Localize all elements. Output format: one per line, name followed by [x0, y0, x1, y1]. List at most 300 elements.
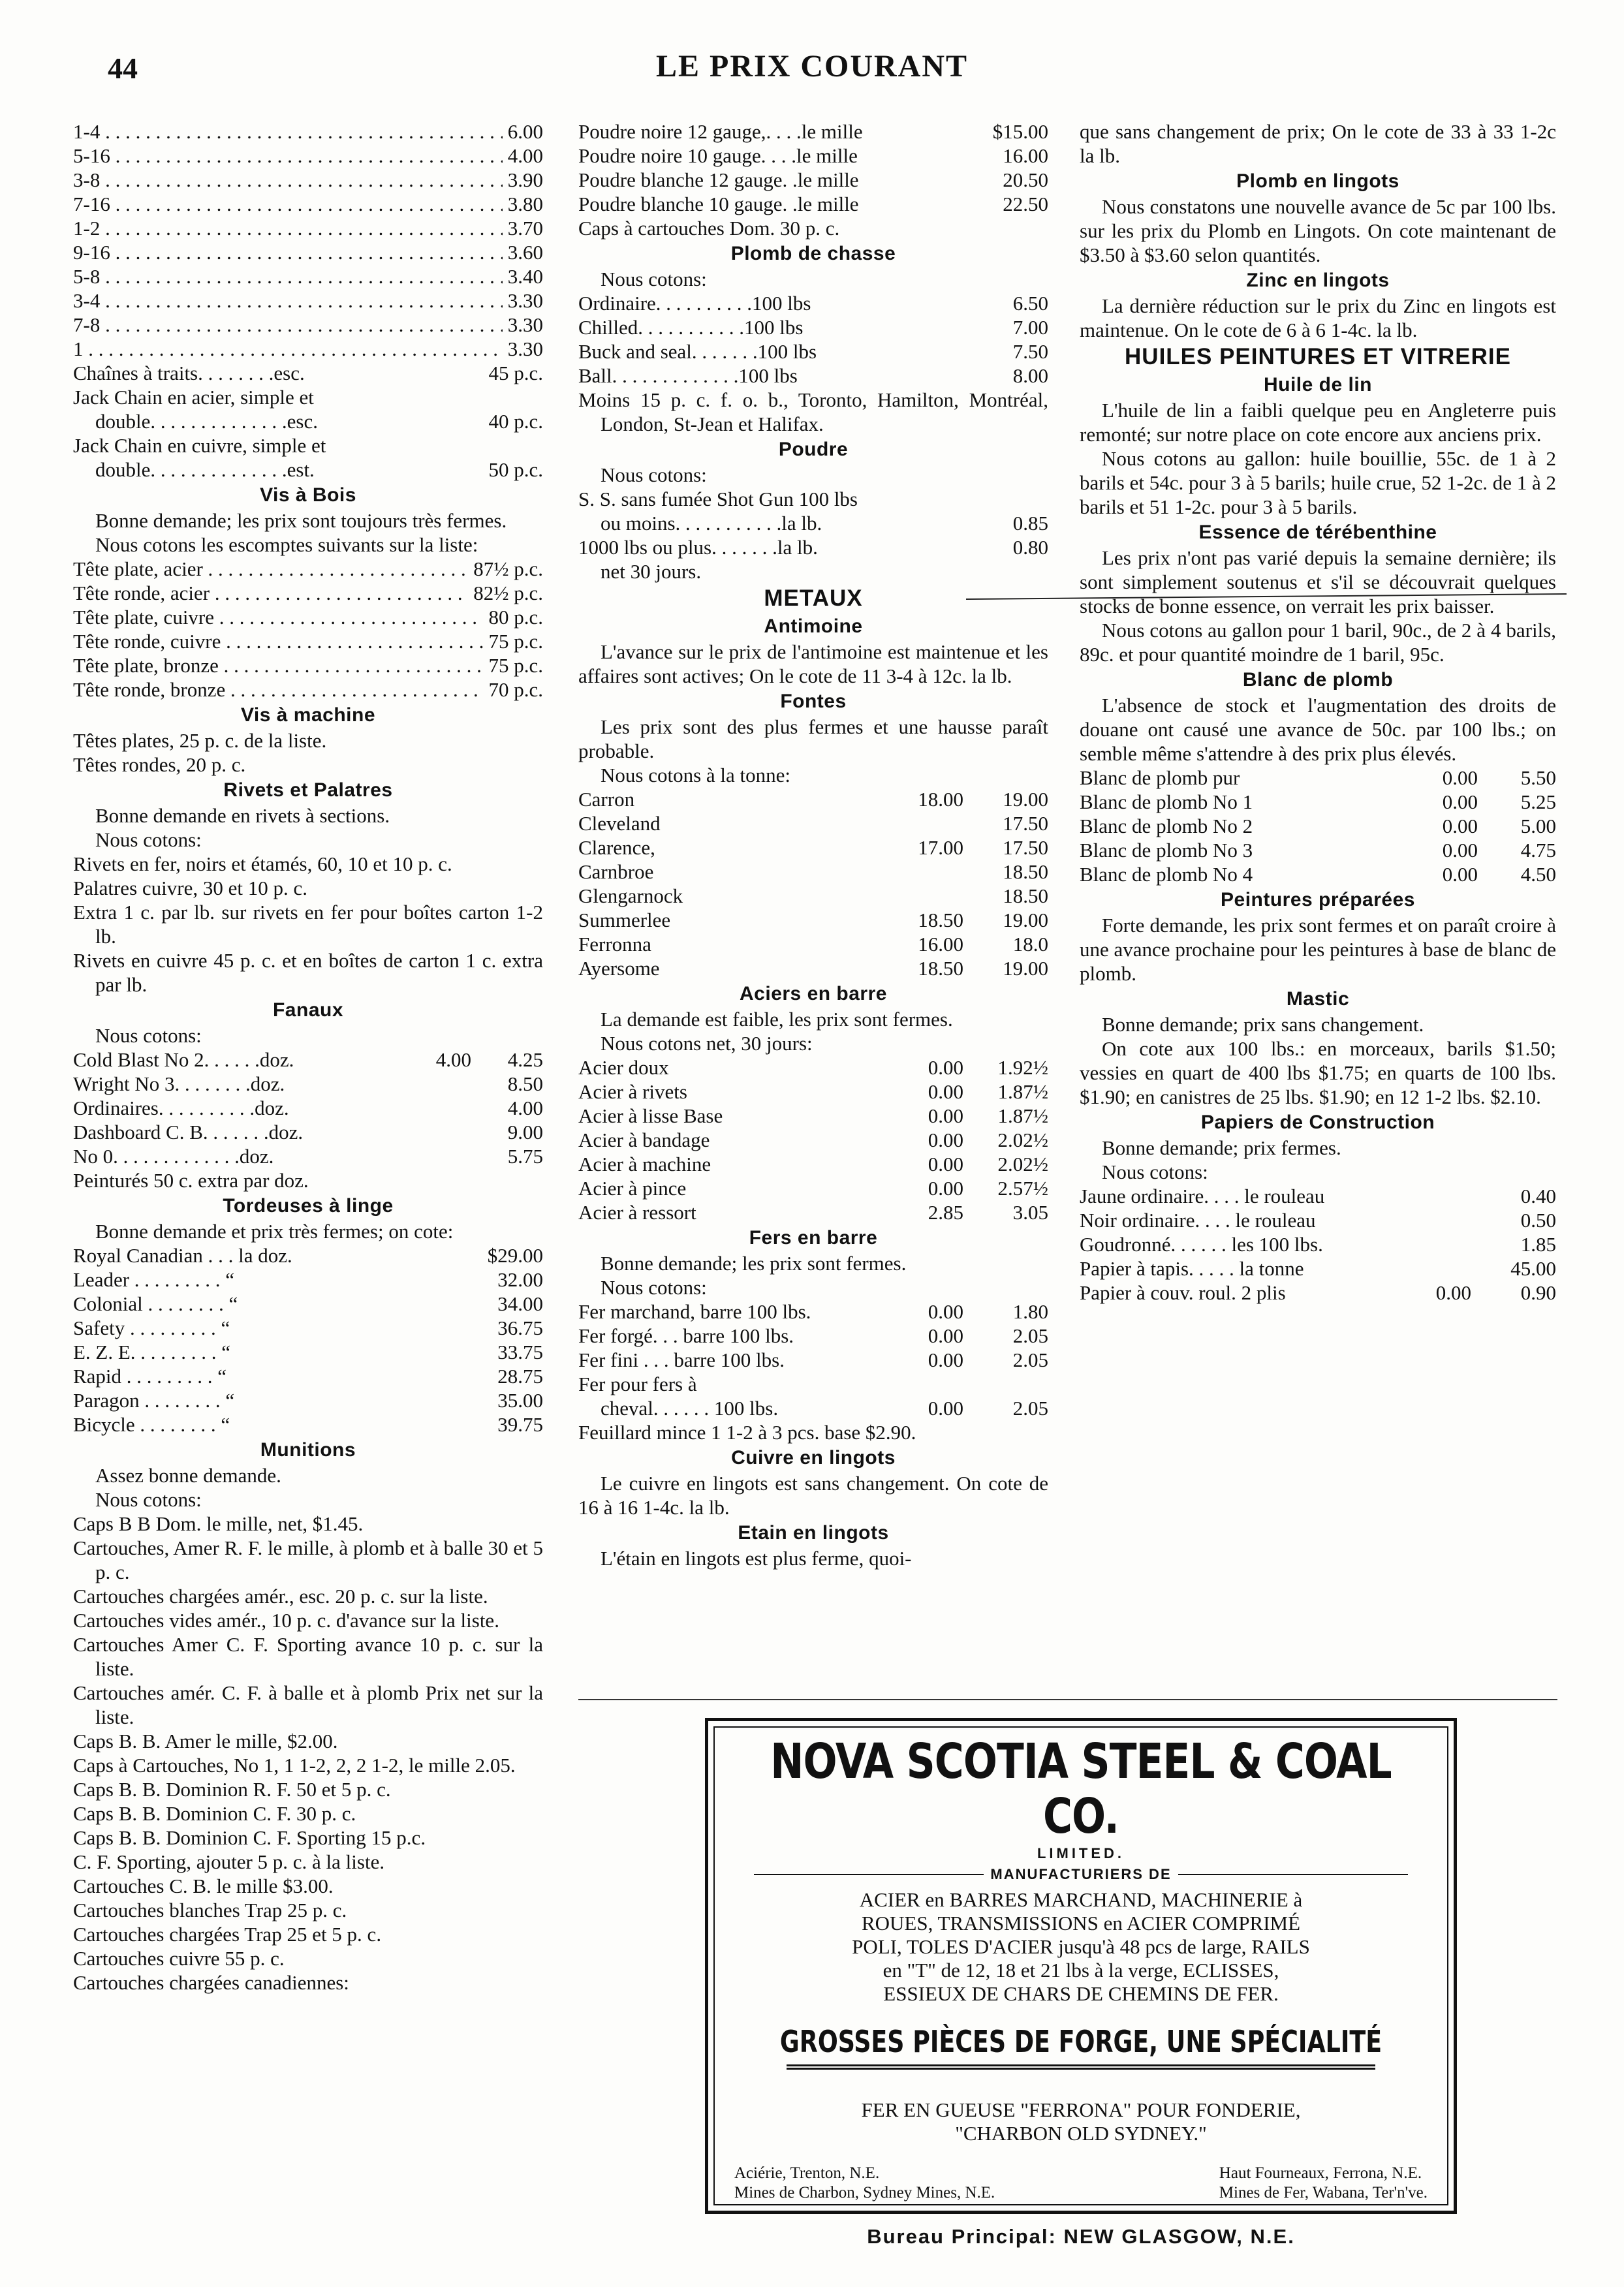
fanaux-row-value-b: 9.00	[507, 1121, 543, 1144]
poudre-row-label: Poudre noire 10 gauge. . . .le mille	[578, 144, 858, 167]
ad-product-line: ESSIEUX DE CHARS DE CHEMINS DE FER.	[883, 1982, 1279, 2005]
papiers-row	[1080, 1232, 1556, 1256]
section-title-huiles: HUILES PEINTURES ET VITRERIE	[1125, 344, 1511, 369]
rivets-item: Palatres cuivre, 30 et 10 p. c.	[73, 877, 307, 899]
fontes-row-value-a: 18.00	[918, 788, 963, 811]
plomb-chasse-row	[578, 339, 1048, 364]
size-row	[73, 119, 543, 144]
section-title-fers: Fers en barre	[749, 1227, 878, 1249]
fanaux-row	[73, 1120, 543, 1144]
munitions-item: Cartouches chargées Trap 25 et 5 p. c.	[73, 1923, 382, 1946]
mastic-text: Bonne demande; prix sans changement.	[1102, 1013, 1424, 1036]
aciers-row-value-b: 2.57½	[997, 1177, 1048, 1200]
tordeuses-row	[73, 1364, 543, 1388]
aciers-row-value-b: 1.87½	[997, 1080, 1048, 1103]
blanc-plomb-row-label: Blanc de plomb pur	[1080, 766, 1240, 789]
size-row-value: 3.80	[507, 193, 543, 215]
aciers-row-value-b: 2.02½	[997, 1153, 1048, 1175]
aciers-row-value-b: 3.05	[1012, 1201, 1048, 1224]
blanc-plomb-row	[1080, 838, 1556, 862]
aciers-row-value-a: 0.00	[928, 1080, 963, 1103]
tordeuses-row-label: Colonial . . . . . . . . “	[73, 1292, 238, 1315]
size-row	[73, 144, 543, 168]
fanaux-row	[73, 1048, 543, 1072]
fontes-row-value-a: 16.00	[918, 933, 963, 956]
section-title-mastic: Mastic	[1286, 988, 1350, 1010]
tordeuses-row-value: 32.00	[497, 1268, 543, 1291]
tordeuses-row-value: 39.75	[497, 1413, 543, 1436]
fontes-row-value-b: 18.0	[1012, 933, 1048, 956]
plomb-chasse-row-label: Chilled. . . . . . . . . . .100 lbs	[578, 316, 804, 339]
section-title-etain: Etain en lingots	[738, 1522, 889, 1544]
aciers-row	[578, 1104, 1048, 1128]
antimoine-text: L'avance sur le prix de l'antimoine est maintenue et les affaires sont actives; On le cote de 11 3-4 à 12c. la lb.	[578, 640, 1048, 687]
section-title-rivets: Rivets et Palatres	[223, 779, 393, 801]
section-title-metaux: METAUX	[764, 585, 863, 611]
chain-row	[73, 458, 543, 482]
chain-row	[73, 409, 543, 433]
plomb-chasse-row-value: 7.50	[1012, 340, 1048, 363]
fontes-row-label: Ayersome	[578, 957, 660, 980]
fanaux-row	[73, 1096, 543, 1120]
fanaux-row-value-a	[413, 1144, 471, 1168]
munitions-item: Caps à Cartouches, No 1, 1 1-2, 2, 2 1-2, le mille 2.05.	[73, 1754, 516, 1777]
papiers-row-value-b: 0.50	[1520, 1209, 1556, 1232]
aciers-row-label: Acier à rivets	[578, 1080, 687, 1103]
vis-machine-item: Têtes plates, 25 p. c. de la liste.	[73, 729, 327, 752]
vis-bois-row	[73, 629, 543, 653]
munitions-item: Cartouches, Amer R. F. le mille, à plomb et à balle 30 et 5 p. c.	[73, 1536, 543, 1583]
fanaux-row	[73, 1144, 543, 1168]
poudre-row-label: Poudre blanche 12 gauge. .le mille	[578, 168, 859, 191]
size-row-value: 4.00	[507, 144, 543, 167]
munitions-item: Caps B B Dom. le mille, net, $1.45.	[73, 1512, 364, 1535]
size-row-label: 3-4 . . .	[73, 288, 503, 313]
poudre-row	[578, 192, 1048, 216]
aciers-row-value-a: 0.00	[928, 1177, 963, 1200]
tordeuses-row-value: 28.75	[497, 1365, 543, 1388]
fanaux-row-value-b: 4.25	[507, 1048, 543, 1071]
vis-bois-row-value: 75 p.c.	[488, 654, 543, 677]
ad-location: Mines de Charbon, Sydney Mines, N.E.	[734, 2184, 995, 2201]
size-row	[73, 288, 543, 313]
fanaux-row-value-a	[413, 1120, 471, 1144]
blanc-plomb-row-value-b: 4.75	[1520, 839, 1556, 862]
plomb-chasse-row	[578, 291, 1048, 315]
column-3	[1080, 119, 1556, 1305]
plomb-chasse-row	[578, 364, 1048, 388]
tordeuses-row	[73, 1388, 543, 1412]
vis-bois-row-label: Tête ronde, acier . . .	[73, 581, 468, 605]
papiers-text: Bonne demande; prix fermes.	[1102, 1136, 1341, 1159]
size-row-value: 3.40	[507, 265, 543, 288]
papiers-row-label: Papier à tapis. . . . . la tonne	[1080, 1257, 1304, 1280]
fontes-row-value-a: 18.50	[918, 957, 963, 980]
vis-bois-row-label: Tête plate, cuivre . . .	[73, 605, 483, 629]
vis-bois-row	[73, 653, 543, 677]
poudre-price-row	[578, 535, 1048, 559]
section-title-fontes: Fontes	[780, 691, 847, 712]
huile-lin-text: L'huile de lin a faibli quelque peu en Angleterre puis remonté; sur notre place on cote encore aux anciens prix.	[1080, 399, 1556, 446]
vis-bois-row-value: 87½ p.c.	[473, 557, 543, 580]
tordeuses-row	[73, 1316, 543, 1340]
section-title-cuivre: Cuivre en lingots	[731, 1447, 896, 1469]
fontes-text: Nous cotons à la tonne:	[601, 764, 791, 786]
blanc-plomb-row-value-a: 0.00	[1442, 863, 1478, 886]
poudre-price-row-label: 1000 lbs ou plus. . . . . . .la lb.	[578, 536, 818, 559]
aciers-row	[578, 1152, 1048, 1176]
fontes-row-label: Carnbroe	[578, 860, 654, 883]
papiers-row-label: Jaune ordinaire. . . . le rouleau	[1080, 1185, 1325, 1207]
chain-row-value: 40 p.c.	[488, 410, 543, 433]
size-row	[73, 313, 543, 337]
fontes-row-label: Glengarnock	[578, 884, 683, 907]
peintures-text: Forte demande, les prix sont fermes et on paraît croire à une avance prochaine pour les peintures à base de blanc de plomb.	[1080, 914, 1556, 985]
fontes-text: Les prix sont des plus fermes et une hausse paraît probable.	[578, 715, 1048, 762]
plomb-chasse-text: Nous cotons:	[601, 268, 707, 290]
section-title-huile-lin: Huile de lin	[1263, 374, 1373, 396]
fanaux-row-label: Cold Blast No 2. . . . . .doz.	[73, 1048, 294, 1071]
plomb-lingots-text: Nous constatons une nouvelle avance de 5c par 100 lbs. sur les prix du Plomb en Lingots. On cote maintenant de $3.50 à $3.60 selon quantités.	[1080, 195, 1556, 266]
papiers-row	[1080, 1281, 1556, 1305]
aciers-text: Nous cotons net, 30 jours:	[601, 1032, 813, 1055]
size-row-value: 3.30	[507, 289, 543, 312]
aciers-row-value-b: 1.92½	[997, 1056, 1048, 1079]
section-title-munitions: Munitions	[260, 1439, 356, 1461]
munitions-item: Cartouches chargées canadiennes:	[73, 1971, 349, 1994]
vis-bois-text: Bonne demande; les prix sont toujours très fermes.	[95, 509, 507, 532]
tordeuses-row-value: 34.00	[497, 1292, 543, 1315]
fers-text: Nous cotons:	[601, 1276, 707, 1299]
poudre-row-value: 22.50	[1003, 193, 1048, 215]
aciers-row-label: Acier à machine	[578, 1153, 711, 1175]
plomb-chasse-row-value: 6.50	[1012, 292, 1048, 315]
size-row	[73, 192, 543, 216]
poudre-item: S. S. sans fumée Shot Gun 100 lbs	[578, 488, 858, 510]
tordeuses-row-label: E. Z. E. . . . . . . . . “	[73, 1341, 231, 1363]
plomb-chasse-row	[578, 315, 1048, 339]
blanc-plomb-row-value-a: 0.00	[1442, 839, 1478, 862]
ad-product-line: en "T" de 12, 18 et 21 lbs à la verge, ECLISSES,	[882, 1959, 1279, 1982]
ad-limited: LIMITED.	[1037, 1845, 1125, 1861]
fers-row-value-a: 0.00	[928, 1348, 963, 1371]
section-title-plomb-lingots: Plomb en lingots	[1236, 170, 1399, 192]
fers-cheval-row	[578, 1396, 1048, 1420]
munitions-item: Caps B. B. Amer le mille, $2.00.	[73, 1730, 338, 1752]
fontes-row-value-a	[885, 860, 963, 884]
ad-head-office: Bureau Principal: NEW GLASGOW, N.E.	[867, 2225, 1295, 2248]
vis-bois-row	[73, 677, 543, 702]
tordeuses-row-value: 33.75	[497, 1341, 543, 1363]
plomb-chasse-row-value: 8.00	[1012, 364, 1048, 387]
ad-manufacturers-text: MANUFACTURIERS DE	[990, 1866, 1172, 1882]
vis-bois-row-label: Tête plate, bronze . . .	[73, 653, 483, 677]
terebenthine-text: Les prix n'ont pas varié depuis la semaine dernière; ils sont simplement soutenus et s'il se découvrait quelques stocks de bonne essence, on verrait les prix baisser.	[1080, 546, 1556, 617]
munitions-item: Cartouches blanches Trap 25 p. c.	[73, 1899, 347, 1921]
ad-product-line: ACIER en BARRES MARCHAND, MACHINERIE à	[859, 1888, 1303, 1911]
fontes-row-value-b: 17.50	[1003, 812, 1048, 835]
tordeuses-row-value: 35.00	[497, 1389, 543, 1412]
column-2	[578, 119, 1048, 1570]
section-title-fanaux: Fanaux	[272, 999, 344, 1021]
aciers-row-value-a: 0.00	[928, 1128, 963, 1151]
chain-row	[73, 361, 543, 385]
chain-row-label: double. . . . . . . . . . . . . .est.	[95, 458, 315, 481]
fontes-row	[578, 956, 1048, 980]
munitions-item: Cartouches vides amér., 10 p. c. d'avance sur la liste.	[73, 1609, 499, 1632]
ad-company-name: NOVA SCOTIA STEEL & COAL CO.	[770, 1734, 1392, 1844]
vis-bois-row-label: Tête plate, acier . . .	[73, 557, 468, 581]
poudre-row	[578, 119, 1048, 144]
blanc-plomb-row-value-b: 5.50	[1520, 766, 1556, 789]
aciers-row-value-a: 0.00	[928, 1056, 963, 1079]
size-row-value: 3.30	[507, 337, 543, 360]
blanc-plomb-row-value-a: 0.00	[1442, 815, 1478, 837]
feuillard: Feuillard mince 1 1-2 à 3 pcs. base $2.90.	[578, 1421, 916, 1444]
poudre-row-value: 16.00	[1003, 144, 1048, 167]
papiers-row-value-a	[1413, 1208, 1471, 1232]
column-1	[73, 119, 543, 1995]
ad-separator-rule	[578, 1699, 1557, 1700]
fontes-row-value-a: 18.50	[918, 909, 963, 931]
size-row-label: 5-8 . . .	[73, 264, 503, 288]
fontes-row	[578, 932, 1048, 956]
vis-bois-row	[73, 557, 543, 581]
fers-row-value-b: 2.05	[1012, 1324, 1048, 1347]
papiers-text: Nous cotons:	[1102, 1160, 1208, 1183]
fontes-row-value-b: 18.50	[1003, 884, 1048, 907]
size-row-label: 1-2 . . .	[73, 216, 503, 240]
rivets-item: Extra 1 c. par lb. sur rivets en fer pour boîtes carton 1-2 lb.	[73, 901, 543, 948]
chain-item: Jack Chain en acier, simple et	[73, 386, 314, 409]
fers-row-value-b: 2.05	[1012, 1348, 1048, 1371]
fers-cheval-label: cheval. . . . . . 100 lbs.	[601, 1397, 779, 1420]
fontes-row	[578, 884, 1048, 908]
poudre-price-row-value: 0.80	[1012, 536, 1048, 559]
vis-bois-row-label: Tête ronde, bronze . . .	[73, 677, 483, 702]
fanaux-row-value-a: 4.00	[435, 1048, 471, 1071]
papiers-row-value-a	[1413, 1232, 1471, 1256]
etain-text: L'étain en lingots est plus ferme, quoi-	[601, 1547, 912, 1570]
papiers-row-value-b: 0.90	[1520, 1281, 1556, 1304]
papiers-row-label: Goudronné. . . . . . les 100 lbs.	[1080, 1233, 1323, 1256]
section-title-tordeuses: Tordeuses à linge	[223, 1195, 394, 1217]
fanaux-text: Nous cotons:	[95, 1024, 202, 1047]
vis-bois-row-value: 75 p.c.	[488, 630, 543, 653]
fers-row-value-a: 0.00	[928, 1324, 963, 1347]
section-title-plomb-chasse: Plomb de chasse	[730, 243, 896, 264]
section-title-zinc: Zinc en lingots	[1246, 270, 1390, 291]
munitions-item: Caps B. B. Dominion C. F. 30 p. c.	[73, 1802, 356, 1825]
section-title-poudre: Poudre	[778, 439, 849, 460]
size-row-label: 1-4 . . .	[73, 119, 503, 144]
fers-row	[578, 1299, 1048, 1324]
tordeuses-row	[73, 1268, 543, 1292]
fontes-row-label: Clarence,	[578, 836, 655, 859]
chain-row-value: 50 p.c.	[488, 458, 543, 481]
tordeuses-row-label: Leader . . . . . . . . . “	[73, 1268, 235, 1291]
tordeuses-row	[73, 1243, 543, 1268]
poudre-price-row-value: 0.85	[1012, 512, 1048, 535]
ad-location: Aciérie, Trenton, N.E.	[734, 2164, 880, 2182]
munitions-text: Nous cotons:	[95, 1488, 202, 1511]
zinc-text: La dernière réduction sur le prix du Zinc en lingots est maintenue. On le cote de 6 à 6 1-4c. la lb.	[1080, 294, 1556, 341]
section-title-vis-machine: Vis à machine	[240, 704, 376, 726]
ad-speciality: GROSSES PIÈCES DE FORGE, UNE SPÉCIALITÉ	[779, 2024, 1382, 2059]
fontes-row-value-a	[885, 811, 963, 835]
fontes-row	[578, 787, 1048, 811]
plomb-chasse-row-label: Ordinaire. . . . . . . . . .100 lbs	[578, 292, 811, 315]
tordeuses-text: Bonne demande et prix très fermes; on cote:	[95, 1220, 454, 1243]
cuivre-text: Le cuivre en lingots est sans changement. On cote de 16 à 16 1-4c. la lb.	[578, 1472, 1048, 1519]
fanaux-row-label: Dashboard C. B. . . . . . .doz.	[73, 1121, 304, 1144]
section-title-antimoine: Antimoine	[764, 615, 863, 637]
tordeuses-row-label: Paragon . . . . . . . . “	[73, 1389, 235, 1412]
blanc-plomb-row	[1080, 862, 1556, 886]
papiers-row	[1080, 1256, 1556, 1281]
plomb-chasse-note: Moins 15 p. c. f. o. b., Toronto, Hamilton, Montréal, London, St-Jean et Halifax.	[578, 388, 1048, 435]
tordeuses-row	[73, 1292, 543, 1316]
papiers-row-value-b: 45.00	[1510, 1257, 1556, 1280]
fanaux-row-label: No 0. . . . . . . . . . . . .doz.	[73, 1145, 274, 1168]
rivets-text: Bonne demande en rivets à sections.	[95, 804, 390, 827]
papiers-row-label: Papier à couv. roul. 2 plis	[1080, 1281, 1286, 1304]
fanaux-row-value-b: 8.50	[507, 1072, 543, 1095]
aciers-row-label: Acier à lisse Base	[578, 1104, 723, 1127]
poudre-row-label: Poudre blanche 10 gauge. .le mille	[578, 193, 859, 215]
papiers-row-value-a	[1413, 1184, 1471, 1208]
papiers-row	[1080, 1184, 1556, 1208]
aciers-text: La demande est faible, les prix sont fermes.	[601, 1008, 953, 1031]
papiers-row-value-b: 1.85	[1520, 1233, 1556, 1256]
blanc-plomb-row	[1080, 790, 1556, 814]
blanc-plomb-row-value-b: 4.50	[1520, 863, 1556, 886]
chain-row-value: 45 p.c.	[488, 362, 543, 384]
size-row	[73, 240, 543, 264]
tordeuses-row	[73, 1412, 543, 1437]
mastic-text: On cote aux 100 lbs.: en morceaux, barils $1.50; vessies en quart de 400 lbs $1.75; en quarts de 100 lbs. $1.90; en canistres de 25 lbs. $1.90; en 12 1-2 lbs. $2.10.	[1080, 1037, 1556, 1108]
fanaux-row-value-b: 4.00	[507, 1097, 543, 1119]
size-row-label: 7-8 . . .	[73, 313, 503, 337]
chain-row-label: double. . . . . . . . . . . . . .esc.	[95, 410, 318, 433]
ad-fer-line: FER EN GUEUSE "FERRONA" POUR FONDERIE,	[861, 2098, 1301, 2121]
aciers-row-label: Acier doux	[578, 1056, 669, 1079]
aciers-row-value-a: 0.00	[928, 1153, 963, 1175]
poudre-net: net 30 jours.	[601, 560, 702, 583]
fers-row-value-b: 1.80	[1012, 1300, 1048, 1323]
aciers-row	[578, 1200, 1048, 1224]
chain-item: Jack Chain en cuivre, simple et	[73, 434, 326, 457]
fers-row	[578, 1324, 1048, 1348]
fers-row-value-a: 0.00	[928, 1300, 963, 1323]
page-number: 44	[108, 52, 138, 85]
aciers-row-value-a: 0.00	[928, 1104, 963, 1127]
size-row-label: 3-8 . . .	[73, 168, 503, 192]
ad-fer-line: "CHARBON OLD SYDNEY."	[955, 2122, 1207, 2145]
tordeuses-row-value: $29.00	[487, 1244, 543, 1267]
size-row-value: 3.90	[507, 168, 543, 191]
fers-row-label: Fer fini . . . barre 100 lbs.	[578, 1348, 785, 1371]
section-title-blanc-plomb: Blanc de plomb	[1242, 669, 1394, 691]
aciers-row	[578, 1055, 1048, 1080]
tordeuses-row	[73, 1340, 543, 1364]
blanc-plomb-row-label: Blanc de plomb No 3	[1080, 839, 1253, 862]
fontes-row	[578, 908, 1048, 932]
vis-bois-row	[73, 581, 543, 605]
tordeuses-row-label: Rapid . . . . . . . . . “	[73, 1365, 227, 1388]
munitions-item: Cartouches amér. C. F. à balle et à plomb Prix net sur la liste.	[73, 1681, 543, 1728]
fontes-row-label: Summerlee	[578, 909, 671, 931]
size-row	[73, 264, 543, 288]
vis-bois-row-value: 80 p.c.	[488, 606, 543, 629]
blanc-plomb-row	[1080, 766, 1556, 790]
papiers-row-label: Noir ordinaire. . . . le rouleau	[1080, 1209, 1316, 1232]
ad-product-line: ROUES, TRANSMISSIONS en ACIER COMPRIMÉ	[861, 1912, 1301, 1935]
blanc-plomb-row-value-b: 5.25	[1520, 790, 1556, 813]
tordeuses-row-label: Safety . . . . . . . . . “	[73, 1316, 230, 1339]
fers-cheval-b: 2.05	[1012, 1397, 1048, 1420]
tordeuses-row-label: Bicycle . . . . . . . . “	[73, 1413, 230, 1436]
poudre-row	[578, 144, 1048, 168]
vis-bois-row-value: 70 p.c.	[488, 678, 543, 701]
munitions-item: Cartouches Amer C. F. Sporting avance 10 p. c. sur la liste.	[73, 1633, 543, 1680]
size-row-value: 3.60	[507, 241, 543, 264]
fontes-row-label: Ferronna	[578, 933, 651, 956]
aciers-row-label: Acier à bandage	[578, 1128, 710, 1151]
tordeuses-row-value: 36.75	[497, 1316, 543, 1339]
huile-lin-text: Nous cotons au gallon: huile bouillie, 55c. de 1 à 2 barils et 54c. pour 3 à 5 barils; huile crue, 52 1-2c. de 1 à 2 barils et 51 1-2c. pour 3 à 5 barils.	[1080, 447, 1556, 518]
size-row-label: 5-16 . . .	[73, 144, 503, 168]
tordeuses-row-label: Royal Canadian . . . la doz.	[73, 1244, 292, 1267]
aciers-row	[578, 1080, 1048, 1104]
blanc-plomb-row-label: Blanc de plomb No 1	[1080, 790, 1253, 813]
size-row	[73, 337, 543, 361]
advertisement	[705, 1718, 1457, 2248]
fanaux-row-value-a	[413, 1096, 471, 1120]
fontes-row-value-a: 17.00	[918, 836, 963, 859]
fontes-row-label: Carron	[578, 788, 635, 811]
fers-row-label: Fer marchand, barre 100 lbs.	[578, 1300, 811, 1323]
fontes-row-value-a	[885, 884, 963, 908]
size-row-label: 9-16 . . .	[73, 240, 503, 264]
vis-bois-row-label: Tête ronde, cuivre . . .	[73, 629, 483, 653]
fanaux-note: Peinturés 50 c. extra par doz.	[73, 1169, 309, 1192]
papiers-row-value-a: 0.00	[1435, 1281, 1471, 1304]
blanc-plomb-row	[1080, 814, 1556, 838]
poudre-row-value: 20.50	[1003, 168, 1048, 191]
vis-bois-row	[73, 605, 543, 629]
fanaux-row-label: Wright No 3. . . . . . . .doz.	[73, 1072, 285, 1095]
munitions-item: Cartouches chargées amér., esc. 20 p. c. sur la liste.	[73, 1585, 488, 1608]
aciers-row-label: Acier à pince	[578, 1177, 687, 1200]
section-title-papiers: Papiers de Construction	[1200, 1112, 1435, 1133]
rivets-item: Rivets en fer, noirs et étamés, 60, 10 et 10 p. c.	[73, 852, 452, 875]
section-title-terebenthine: Essence de térébenthine	[1198, 521, 1437, 543]
aciers-row-label: Acier à ressort	[578, 1201, 696, 1224]
munitions-text: Assez bonne demande.	[95, 1464, 281, 1487]
fers-row	[578, 1348, 1048, 1372]
vis-bois-row-value: 82½ p.c.	[473, 582, 543, 604]
ad-product-line: POLI, TOLES D'ACIER jusqu'à 48 pcs de large, RAILS	[852, 1935, 1310, 1958]
blanc-plomb-row-value-a: 0.00	[1442, 790, 1478, 813]
fontes-row-value-b: 18.50	[1003, 860, 1048, 883]
fontes-row-value-b: 17.50	[1003, 836, 1048, 859]
page-title: LE PRIX COURANT	[655, 49, 969, 84]
plomb-chasse-row-label: Buck and seal. . . . . . .100 lbs	[578, 340, 817, 363]
blanc-plomb-text: L'absence de stock et l'augmentation des droits de douane ont causé une avance de 50c. par 100 lbs.; on semble même s'attendre à des prix plus élevés.	[1080, 694, 1556, 765]
fers-pour: Fer pour fers à	[578, 1373, 697, 1395]
munitions-item: Caps B. B. Dominion R. F. 50 et 5 p. c.	[73, 1778, 391, 1801]
